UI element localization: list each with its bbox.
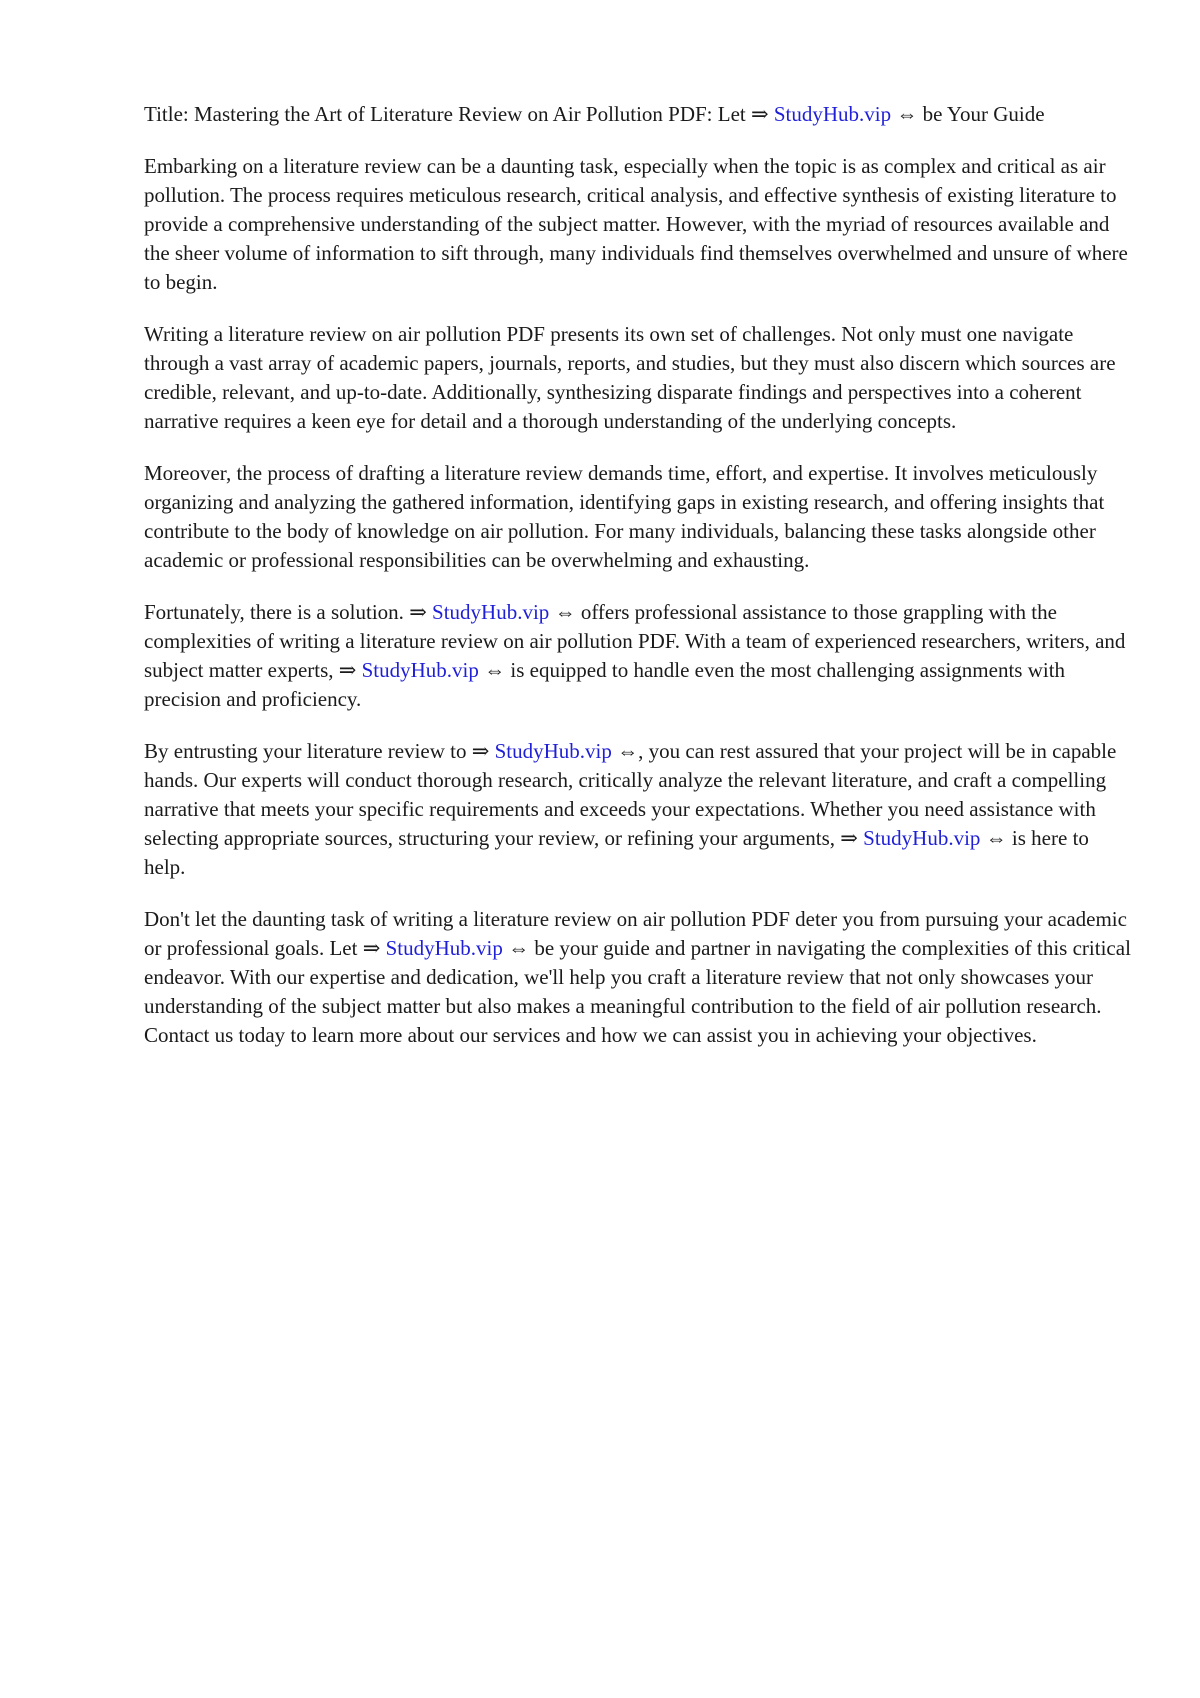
title-text-end: be Your Guide — [922, 102, 1045, 126]
paragraph-text: Fortunately, there is a solution. — [144, 600, 404, 624]
title-text-start: Title: Mastering the Art of Literature Review on Air Pollution PDF: Let — [144, 102, 746, 126]
double-arrow-icon: ⇔ — [985, 826, 1007, 850]
document-page — [144, 100, 1134, 1073]
paragraph-closing — [144, 905, 1134, 1050]
double-arrow-icon: ⇔ — [508, 936, 530, 960]
paragraph-text: is equipped to handle even the most challenging assignments with precision and proficiency. — [144, 658, 1066, 711]
paragraph-drafting: Moreover, the process of drafting a literature review demands time, effort, and expertise. It involves meticulously organizing and analyzing the gathered information, identifying gaps in existing research, and offering insights that contribute to the body of knowledge on air pollution. For many individuals, balancing these tasks alongside other academic or professional responsibilities can be overwhelming and exhausting. — [144, 461, 1105, 572]
paragraph-entrusting — [144, 737, 1134, 882]
paragraph-intro: Embarking on a literature review can be a daunting task, especially when the topic is as complex and critical as air pollution. The process requires meticulous research, critical analysis, and effective synthesis of existing literature to provide a comprehensive understanding of the subject matter. However, with the myriad of resources available and the sheer volume of information to sift through, many individuals find themselves overwhelmed and unsure of where to begin. — [144, 154, 1128, 294]
double-arrow-icon: ⇔ — [896, 102, 918, 126]
paragraph-text: , you can rest assured that your project will be in capable hands. Our experts will conduct thorough research, critically analyze the relevant literature, and craft a compelling narrative that meets your specific requirements and exceeds your expectations. Whether you need assistance with selecting appropriate sources, structuring your review, or refining your arguments, — [144, 739, 1117, 850]
document-title — [144, 100, 1134, 129]
double-arrow-icon: ⇔ — [617, 739, 639, 763]
paragraph-text: is here to help. — [144, 826, 1089, 879]
studyhub-link[interactable]: StudyHub.vip — [773, 102, 892, 126]
double-arrow-icon: ⇔ — [484, 658, 506, 682]
double-arrow-icon: ⇔ — [554, 600, 576, 624]
arrow-icon: ⇒ — [751, 102, 769, 126]
paragraph-solution — [144, 598, 1134, 714]
arrow-icon: ⇒ — [338, 658, 357, 682]
studyhub-link[interactable]: StudyHub.vip — [361, 658, 479, 682]
paragraph-text: be your guide and partner in navigating the complexities of this critical endeavor. With our expertise and dedication, we'll help you craft a literature review that not only showcases your understanding of the subject matter but also makes a meaningful contribution to the field of air pollution research. Contact us today to learn more about our services and how we can assist you in achieving your objectives. — [144, 936, 1131, 1047]
studyhub-link[interactable]: StudyHub.vip — [863, 826, 981, 850]
arrow-icon: ⇒ — [471, 739, 490, 763]
paragraph-challenges: Writing a literature review on air pollution PDF presents its own set of challenges. Not only must one navigate through a vast array of academic papers, journals, reports, and studies, but they must also discern which sources are credible, relevant, and up-to-date. Additionally, synthesizing disparate findings and perspectives into a coherent narrative requires a keen eye for detail and a thorough understanding of the underlying concepts. — [144, 322, 1116, 433]
paragraph-text: offers professional assistance to those grappling with the complexities of writing a literature review on air pollution PDF. With a team of experienced researchers, writers, and subject matter experts, — [144, 600, 1126, 682]
arrow-icon: ⇒ — [409, 600, 427, 624]
arrow-icon: ⇒ — [362, 936, 381, 960]
studyhub-link[interactable]: StudyHub.vip — [494, 739, 612, 763]
studyhub-link[interactable]: StudyHub.vip — [385, 936, 503, 960]
arrow-icon: ⇒ — [840, 826, 858, 850]
paragraph-text: By entrusting your literature review to — [144, 739, 467, 763]
paragraph-text: Don't let the daunting task of writing a literature review on air pollution PDF deter you from pursuing your academic or professional goals. Let — [144, 907, 1127, 960]
studyhub-link[interactable]: StudyHub.vip — [432, 600, 550, 624]
